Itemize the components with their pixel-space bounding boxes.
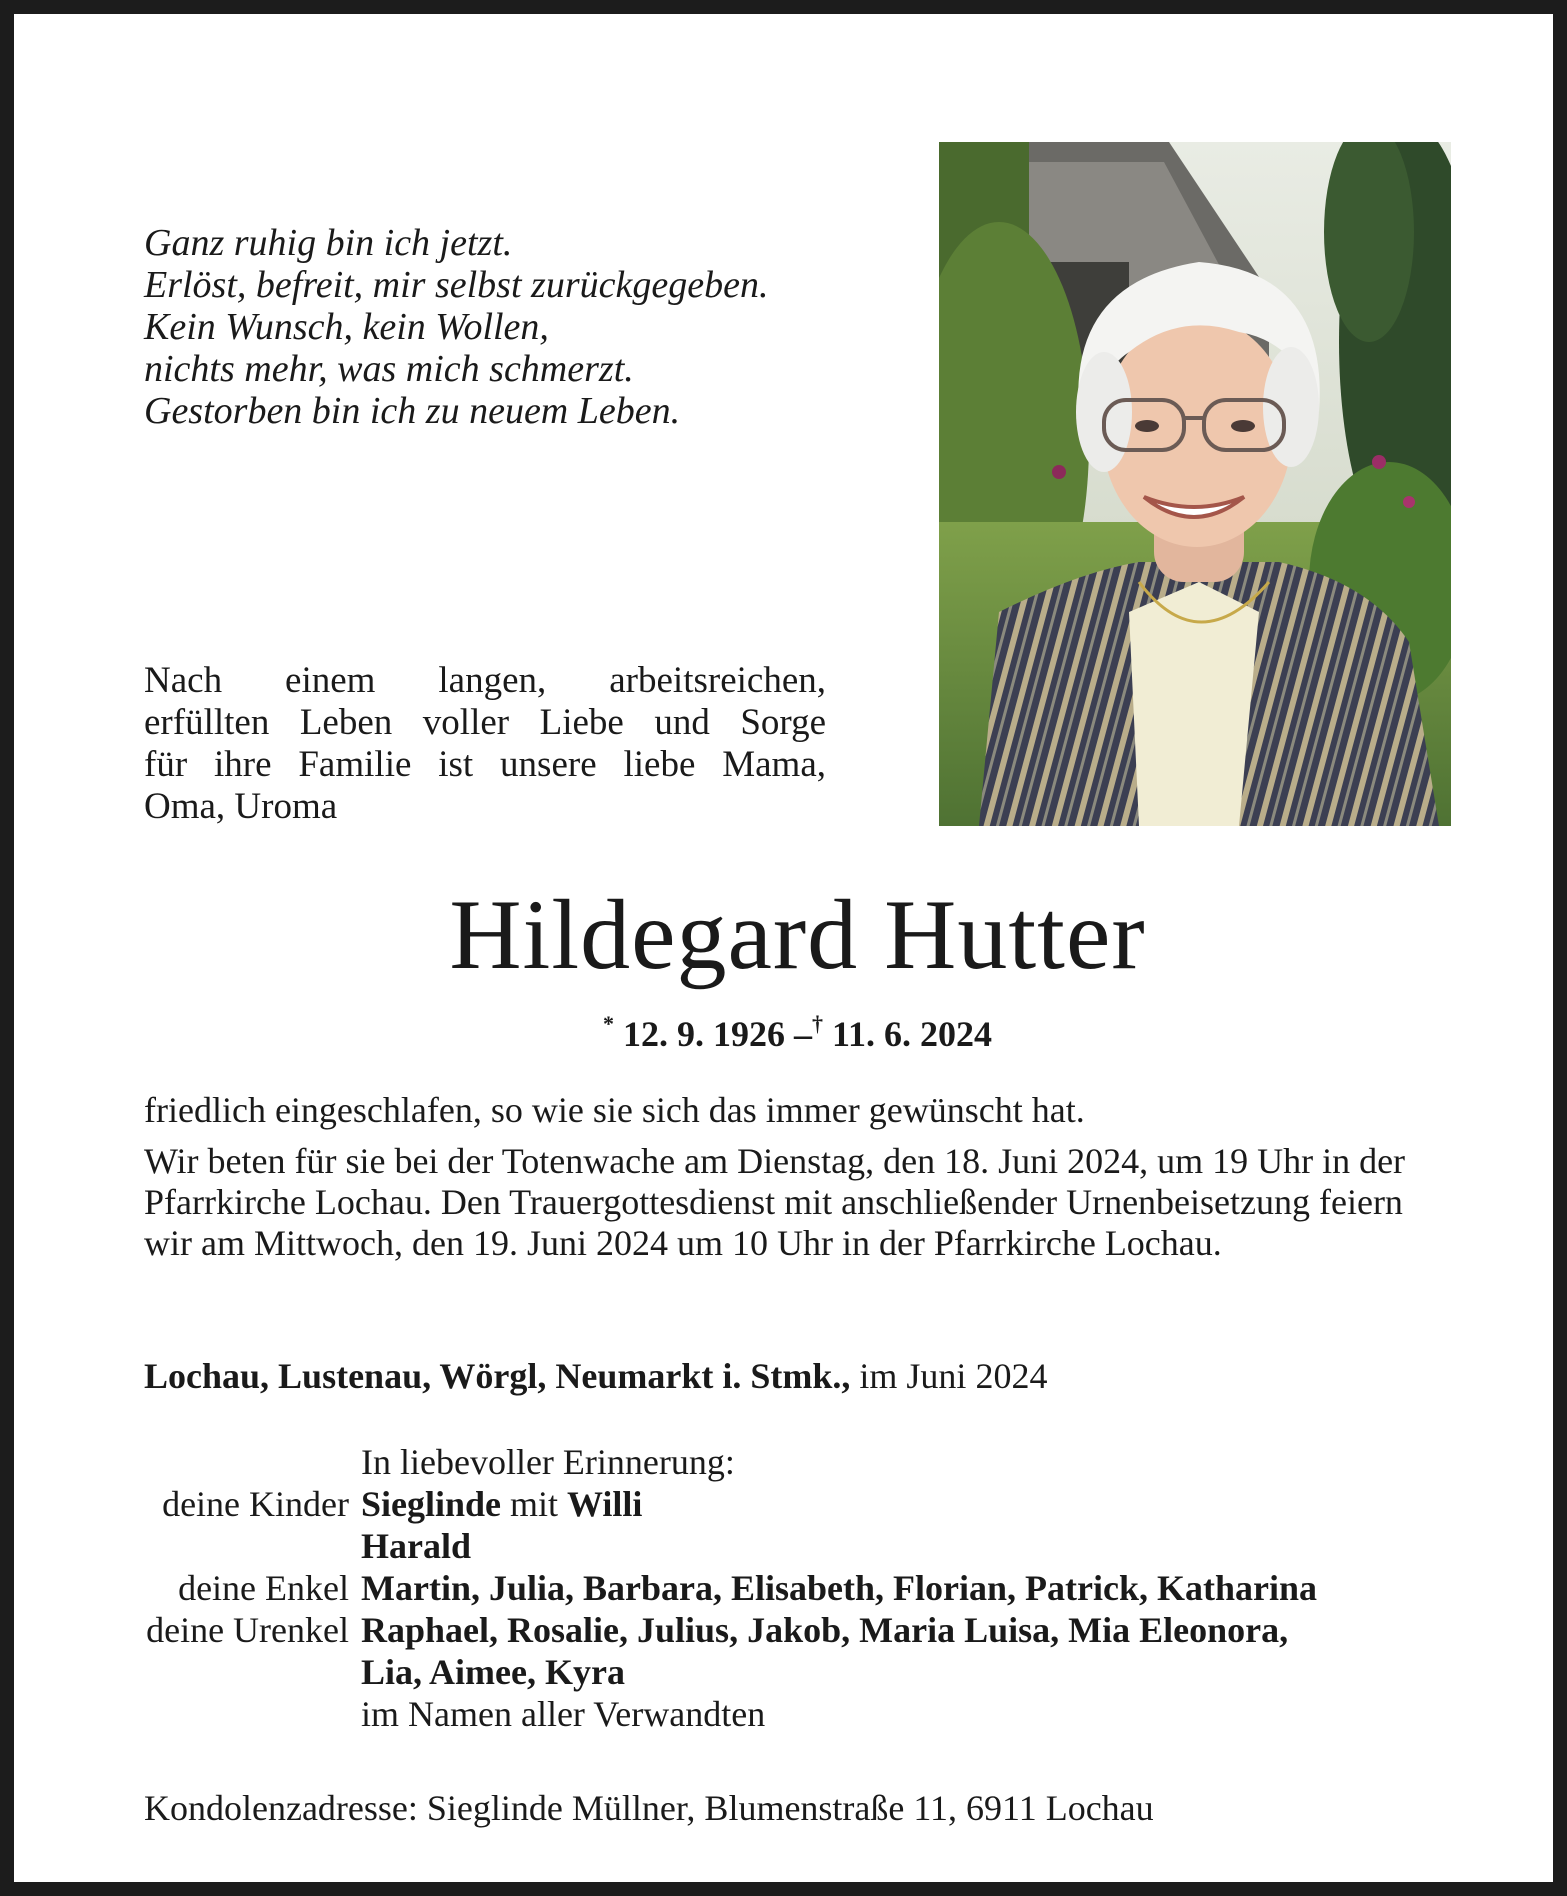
family-row-enkel bbox=[94, 1567, 1514, 1609]
poem-line: Kein Wunsch, kein Wollen, bbox=[144, 306, 549, 348]
intro-line: Nach einem langen, arbeitsreichen, bbox=[144, 660, 826, 701]
family-row-urenkel bbox=[94, 1609, 1514, 1651]
intro-line: Oma, Uroma bbox=[144, 786, 338, 827]
birth-date: 12. 9. 1926 bbox=[622, 1014, 785, 1054]
family-row-kinder-2 bbox=[94, 1525, 1514, 1567]
family-heading: In liebevoller Erinnerung: bbox=[361, 1442, 735, 1482]
intro-line: erfüllten Leben voller Liebe und Sorge bbox=[144, 702, 826, 743]
family-name: Sieglinde bbox=[361, 1484, 502, 1524]
place-date: im Juni 2024 bbox=[859, 1356, 1048, 1396]
family-row-kinder bbox=[94, 1483, 1514, 1525]
family-closing-row bbox=[94, 1693, 1514, 1735]
place-date-line bbox=[144, 1356, 1474, 1397]
announcement-text bbox=[144, 1090, 1454, 1274]
birth-symbol: * bbox=[602, 1011, 614, 1036]
intro-text bbox=[144, 660, 826, 828]
family-name: Harald bbox=[361, 1526, 472, 1566]
family-heading-row bbox=[94, 1441, 1514, 1483]
announcement-paragraph: Wir beten für sie bei der Totenwache am Dienstag, den 18. Juni 2024, um 19 Uhr in der Pfarrkirche Lochau. Den Trauergottesdienst mit anschließender Urnenbeisetzung feiern wir am Mittwoch, den 19. Juni 2024 um 10 Uhr in der Pfarrkirche Lochau. bbox=[144, 1141, 1406, 1263]
death-date: 11. 6. 2024 bbox=[831, 1014, 992, 1054]
family-row-urenkel-2 bbox=[94, 1651, 1514, 1693]
towns: Lochau, Lustenau, Wörgl, Neumarkt i. Stmk., bbox=[144, 1356, 851, 1396]
poem-line: nichts mehr, was mich schmerzt. bbox=[144, 348, 634, 390]
family-label: deine Urenkel bbox=[146, 1610, 349, 1650]
condolence-address: Kondolenzadresse: Sieglinde Müllner, Blumenstraße 11, 6911 Lochau bbox=[144, 1788, 1154, 1828]
poem bbox=[144, 222, 844, 432]
family-closing: im Namen aller Verwandten bbox=[361, 1694, 766, 1734]
family-name: Willi bbox=[567, 1484, 643, 1524]
family-label: deine Kinder bbox=[162, 1484, 349, 1524]
death-symbol: † bbox=[811, 1011, 823, 1036]
deceased-name: Hildegard Hutter bbox=[449, 879, 1146, 990]
poem-line: Erlöst, befreit, mir selbst zurückgegeben. bbox=[144, 264, 769, 306]
family-names: Martin, Julia, Barbara, Elisabeth, Florian, Patrick, Katharina bbox=[361, 1568, 1317, 1608]
life-dates bbox=[14, 1004, 1567, 1056]
portrait-photo bbox=[939, 142, 1451, 826]
portrait-illustration bbox=[939, 142, 1451, 826]
date-separator: – bbox=[793, 1014, 812, 1054]
family-names: Raphael, Rosalie, Julius, Jakob, Maria Luisa, Mia Eleonora, bbox=[361, 1610, 1289, 1650]
poem-line: Ganz ruhig bin ich jetzt. bbox=[144, 222, 513, 264]
poem-line: Gestorben bin ich zu neuem Leben. bbox=[144, 390, 681, 432]
intro-line: für ihre Familie ist unsere liebe Mama, bbox=[144, 744, 826, 785]
family-list bbox=[94, 1441, 1514, 1735]
family-names: Lia, Aimee, Kyra bbox=[361, 1652, 625, 1692]
family-label: deine Enkel bbox=[178, 1568, 349, 1608]
announcement-paragraph: friedlich eingeschlafen, so wie sie sich das immer gewünscht hat. bbox=[144, 1090, 1085, 1130]
family-connector: mit bbox=[510, 1484, 559, 1524]
